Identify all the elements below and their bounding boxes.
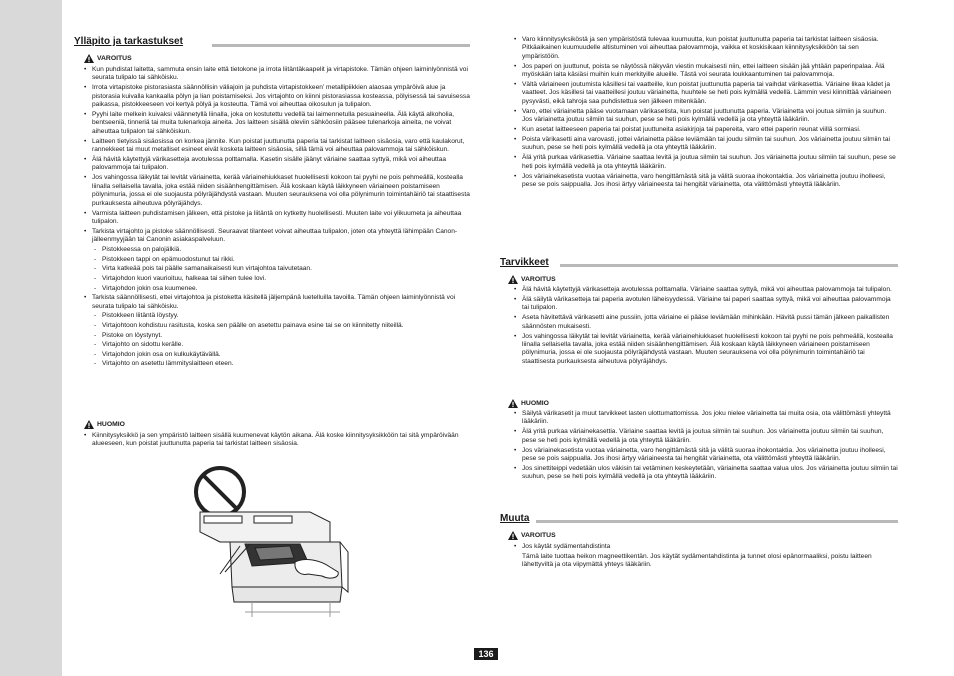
sub-item: - Virtajohdon jokin osa on kulkukäytävällä. bbox=[82, 351, 470, 359]
warning-label: VAROITUS bbox=[521, 531, 556, 539]
list-item: • Jos sinettiteippi vedetään ulos väkisin tai vetäminen keskeytetään, väriainetta saattaa valua ulos. Jos väriainetta joutuu silmiin tai suuhun, pese se heti pois kylmällä vedellä ja ota yhteyttä lääkäriin. bbox=[512, 465, 898, 482]
section-rule bbox=[212, 44, 470, 47]
list-item: • Kun puhdistat laitetta, sammuta ensin laite että tietokone ja irrota liitäntäkaapelit ja virtapistoke. Tämän ohjeen laiminlyönnistä voi seurata tulipalo tai sähköisku. bbox=[82, 66, 470, 83]
list-item: • Älä yritä purkaa värikasettia. Väriaine saattaa levitä ja joutua silmiin tai suuhun. Jos väriainetta joutuu silmiin tai suuhun, pese se heti pois kylmällä vedellä ja ota yhteyttä lääkäriin. bbox=[512, 154, 898, 171]
list-item: • Laitteen tietyissä sisäosissa on korkea jännite. Kun poistat juuttunutta paperia tai tarkistat laitteen sisäosia, varo että kaulakorut, rannekkeet tai muut metalliset esineet eivät kosketa laitteen sisäosia, sillä tämä voi aiheuttaa palovammoja tai sähköiskun. bbox=[82, 138, 470, 155]
page-number: 136 bbox=[474, 648, 498, 660]
page-side-margin bbox=[0, 0, 62, 676]
sub-item: - Pistoke on löystynyt. bbox=[82, 332, 470, 340]
list-item: • Varo kiinnitysyksiköstä ja sen ympäristöstä tulevaa kuumuutta, kun poistat juuttunutta paperia tai tarkistat laitteen sisäosia. Pitkäaikainen kuumuudelle altistuminen voi aiheuttaa palovammoja, vaikka et koskisikaan kiinnitysyksikköön tai sen ympäristöön. bbox=[512, 36, 898, 61]
caution-heading bbox=[84, 420, 125, 429]
sub-item: - Pistokkeen liitäntä löystyy. bbox=[82, 312, 470, 320]
list-item: • Jos vahingossa läikytät tai levität väriainetta, kerää väriainehiukkaset huolellisesti kokoon tai pyyhi ne pois pehmeällä, kostealla liinalla sellaisella tavalla, joka estää niiden sisäänhengittämisen. Älä koskaan käytä läikkyneen väriaineen poistamiseen pölynimuria, jossa ei ole suojausta pölyräjähdystä vastaan. Muuten seurauksena voi olla pölynimurin toimintahäiriö tai staattisesta purkauksesta aiheutuva pölyräjähdys. bbox=[512, 333, 898, 367]
sub-item: - Virtajohdon jokin osa kuumenee. bbox=[82, 285, 470, 293]
caution-heading bbox=[508, 399, 549, 408]
list-item: • Älä hävitä käytettyjä värikasetteja avotulessa polttamalla. Väriaine saattaa syttyä, mikä voi aiheuttaa palovammoja tai tulipalon. bbox=[512, 286, 898, 294]
list-item-title: • Jos käytät sydämentahdistinta bbox=[512, 543, 898, 551]
list-item: • Kiinnitysyksikkö ja sen ympäristö laitteen sisällä kuumenevat käytön aikana. Älä koske kiinnitysyksikköön tai sitä ympäröivään alueeseen, kun poistat juuttunutta paperia tai tarkistat laitteen sisäosia. bbox=[82, 432, 470, 449]
caution-icon bbox=[84, 420, 94, 429]
list-item: • Älä hävitä käytettyjä värikasetteja avotulessa polttamalla. Kasetin sisälle jäänyt väriaine saattaa syttyä, mikä voi aiheuttaa palovammoja tai tulipalon. bbox=[82, 156, 470, 173]
section-title-maintenance: Ylläpito ja tarkastukset bbox=[74, 36, 183, 47]
list-item: • Jos paperi on juuttunut, poista se näytössä näkyvän viestin mukaisesti niin, ettei laitteen sisään jää yhtään paperinpalaa. Älä myöskään laita käsiäsi muihin kuin merkityille alueille. Tästä voi seurata loukkaantuminen tai palovammoja. bbox=[512, 63, 898, 80]
section-rule bbox=[560, 264, 898, 267]
sub-item: - Virta katkeää pois tai päälle samanaikaisesti kun virtajohtoa taivutetaan. bbox=[82, 265, 470, 273]
warning-label: VAROITUS bbox=[97, 54, 132, 62]
list-item: • Tarkista virtajohto ja pistoke säännöllisesti. Seuraavat tilanteet voivat aiheuttaa tulipalon, joten ota yhteyttä lähimpään Canon-jälleenmyyjään tai Canonin asiakaspalveluun. bbox=[82, 228, 470, 245]
warning-heading bbox=[508, 531, 556, 540]
list-item: • Pyyhi laite melkein kuivaksi väännetyllä liinalla, joka on kostutettu vedellä tai laimennetulla pesuaineella. Älä käytä alkoholia, bentseeniä, tinneriä tai muita tulenarkoja aineita. Jos laitteen sisällä oleviin sähköosiin pääsee tulenarkoja aineita, ne voivat aiheuttaa tulipalon tai sähköiskun. bbox=[82, 111, 470, 136]
caution-list bbox=[82, 432, 470, 450]
list-item: • Aseta hävitettävä värikasetti aine pussiin, jotta väriaine ei pääse leviämään mihinkään. Hävitä pussi tämän jälkeen paikallisten säännösten mukaisesti. bbox=[512, 314, 898, 331]
list-item-text: Tämä laite tuottaa heikon magneettikentän. Jos käytät sydämentahdistinta ja tunnet olosi epänormaaliksi, poistu laitteen lähettyviltä ja ota viipymättä yhteys lääkäriin. bbox=[522, 552, 872, 569]
list-item: • Jos väriainekasetista vuotaa väriainetta, varo hengittämästä sitä ja välitä suoraa ihokontaktia. Jos väriainetta joutuu iholleesi, pese se pois saippualla. Jos ihosi ärtyy väriaineesta tai hengität väriainetta, ota välittömästi yhteyttä lääkäriin. bbox=[512, 173, 898, 190]
section-title-other: Muuta bbox=[500, 513, 530, 524]
list-item: • Irrota virtapistoke pistorasiasta säännöllisin väliajoin ja puhdista virtapistokkeen’ metallipiikkien alaosaa ympäröivä alue ja pistorasia kuivalla kankaalla pölyn ja lian poistamiseksi. Jos virtajohto on kiinni pistorasiassa kosteassa, pölyisessä tai savuisessa paikassa, pistokkeeseen voi kertyä pölyä ja kosteutta. Tämä voi aiheuttaa oikosulun ja tulipalon. bbox=[82, 84, 470, 109]
warning-label: VAROITUS bbox=[521, 275, 556, 283]
warning-icon bbox=[508, 531, 518, 540]
caution-label: HUOMIO bbox=[521, 399, 549, 407]
sub-item: - Virtajohto on asetettu lämmityslaitteen eteen. bbox=[82, 360, 470, 368]
section-rule bbox=[536, 520, 898, 523]
list-item: • Varmista laitteen puhdistamisen jälkeen, että pistoke ja liitäntä on kytketty huolellisesti. Muuten laite voi ylikuumeta ja aiheuttaa tulipalon. bbox=[82, 210, 470, 227]
caution-icon bbox=[508, 399, 518, 408]
warning-heading bbox=[84, 54, 132, 63]
list-item: • Älä säilytä värikasetteja tai paperia avotulen läheisyydessä. Väriaine tai paperi saattaa syttyä, mikä voi aiheuttaa palovammoja tai tulipalon. bbox=[512, 296, 898, 313]
supplies-warning-list bbox=[512, 286, 898, 368]
warning-icon bbox=[508, 275, 518, 284]
other-warning-list bbox=[512, 543, 898, 570]
caution-label: HUOMIO bbox=[97, 420, 125, 428]
top-list bbox=[512, 36, 898, 191]
sub-item: - Virtajohto on sidottu kerälle. bbox=[82, 341, 470, 349]
section-title-supplies: Tarvikkeet bbox=[500, 257, 549, 268]
list-item: • Jos vahingossa läikytät tai levität väriainetta, kerää väriainehiukkaset huolellisesti kokoon tai pyyhi ne pois pehmeällä, kostealla liinalla sellaisella tavalla, joka estää niiden sisäänhengittämisen. Älä koskaan käytä läikkyneen väriaineen poistamiseen pölynimuria, jossa ei ole suojausta pölyräjähdystä vastaan. Muuten seurauksena voi olla pölynimurin toimintahäiriö tai staattisesta purkauksesta aiheutuva pölyräjähdys. bbox=[82, 174, 470, 208]
list-item: • Älä yritä purkaa väriainekasettia. Väriaine saattaa levitä ja joutua silmiin tai suuhun. Jos väriainetta joutuu silmiin tai suuhun, pese se heti pois kylmällä vedellä ja ota yhteyttä lääkäriin. bbox=[512, 428, 898, 445]
sub-item: - Virtajohdon kuori vaurioituu, halkeaa tai siihen tulee lovi. bbox=[82, 275, 470, 283]
list-item: • Jos väriainekasetista vuotaa väriainetta, varo hengittämästä sitä ja välitä suoraa ihokontaktia. Jos väriainetta joutuu iholleesi, pese se pois saippualla. Jos ihosi ärtyy väriaineesta tai hengität väriainetta, ota välittömästi yhteyttä lääkäriin. bbox=[512, 447, 898, 464]
list-item: • Säilytä värikasetit ja muut tarvikkeet lasten ulottumattomissa. Jos joku nielee väriainetta tai muita osia, ota välittömästi yhteyttä lääkäriin. bbox=[512, 410, 898, 427]
warning-list bbox=[82, 66, 470, 370]
warning-heading bbox=[508, 275, 556, 284]
list-item: • Poista värikasetti aina varovasti, jottei väriainetta pääse leviämään tai joudu silmiin tai suuhun. Jos väriainetta joutuu silmiin tai suuhun, pese se heti pois kylmällä vedellä ja ota yhteyttä lääkäriin. bbox=[512, 136, 898, 153]
list-item: • Tarkista säännöllisesti, ettei virtajohtoa ja pistoketta käsitellä jäljempänä luetelluilla tavoilla. Tämän ohjeen laiminlyönnistä voi seurata tulipalo tai sähköisku. bbox=[82, 294, 470, 311]
warning-icon bbox=[84, 54, 94, 63]
sub-item: - Pistokkeessa on palojälkiä. bbox=[82, 246, 470, 254]
no-touch-fixing-unit-illustration bbox=[190, 462, 350, 628]
list-item: • Vältä väriaineen joutumista käsillesi tai vaatteille, kun poistat juuttunutta paperia tai vaihdat värikasettia. Väriaine likaa kädet ja vaatteet. Jos käsillesi tai vaatteillesi joutuu väriainetta, huuhtele se heti pois kylmällä vedellä. Lämmin vesi kiinnittää väriaineen pysyvästi, eikä tahroja saa puhdistettua sen jälkeen mitenkään. bbox=[512, 81, 898, 106]
sub-item: - Virtajohtoon kohdistuu rasitusta, koska sen päälle on asetettu painava esine tai se on kiinnitetty niiteillä. bbox=[82, 322, 470, 330]
supplies-caution-list bbox=[512, 410, 898, 483]
sub-item: - Pistokkeen tappi on epämuodostunut tai rikki. bbox=[82, 256, 470, 264]
list-item: • Kun asetat laitteeseen paperia tai poistat juuttuneita asiakirjoja tai papereita, varo ettei paperin reunat viillä sormiasi. bbox=[512, 126, 898, 134]
list-item: • Varo, ettei väriainetta pääse vuotamaan värikasetista, kun poistat juuttunutta paperia. Väriainetta voi joutua silmiin ja suuhun. Jos väriainetta joutuu silmiin tai suuhun, pese se heti pois kylmällä vedellä ja ota yhteyttä lääkäriin. bbox=[512, 108, 898, 125]
